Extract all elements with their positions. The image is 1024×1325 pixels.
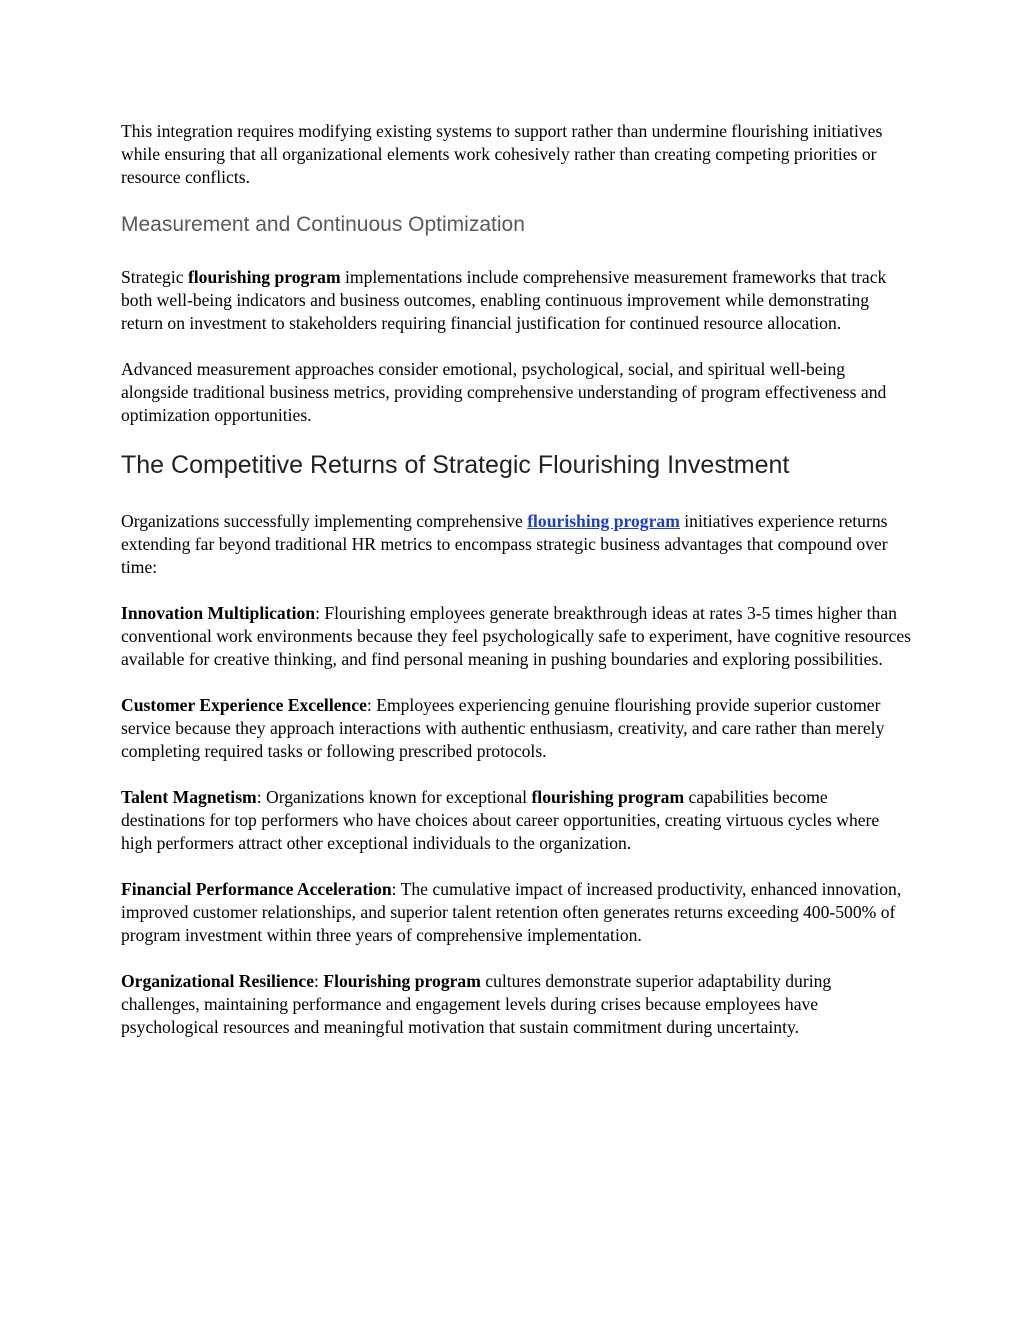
paragraph-innovation-multiplication (121, 602, 911, 671)
paragraph-financial-performance (121, 878, 911, 947)
paragraph-organizations-returns (121, 510, 911, 579)
bold-term: flourishing program (187, 267, 341, 287)
text: initiatives experience returns extending far beyond traditional HR metrics to encompass strategic business advantages that compound over time: (121, 511, 888, 577)
paragraph-customer-experience (121, 694, 911, 763)
paragraph-advanced-measurement: Advanced measurement approaches consider emotional, psychological, social, and spiritual well-being alongside traditional business metrics, providing comprehensive understanding of program effectiveness and optimization opportunities. (121, 359, 887, 425)
text: : The cumulative impact of increased productivity, enhanced innovation, improved customer relationships, and superior talent retention often generates returns exceeding 400-500% of program investment within three years of comprehensive implementation. (121, 879, 902, 945)
flourishing-program-link[interactable]: flourishing program (527, 511, 680, 531)
text: : Flourishing employees generate breakthrough ideas at rates 3-5 times higher than conventional work environments because they feel psychologically safe to experiment, have cognitive resources available for creative thinking, and find personal meaning in pushing boundaries and exploring possibilities. (121, 603, 911, 669)
bold-term: Innovation Multiplication (121, 603, 316, 623)
bold-term: Financial Performance Acceleration (121, 879, 392, 899)
document-page (121, 120, 911, 1062)
heading-measurement: Measurement and Continuous Optimization (121, 213, 525, 236)
bold-term: Organizational Resilience (121, 971, 315, 991)
bold-term: Flourishing program (323, 971, 481, 991)
text: Strategic (121, 267, 188, 287)
bold-term: Customer Experience Excellence (121, 695, 367, 715)
text: : (314, 971, 324, 991)
text: capabilities become destinations for top performers who have choices about career opportunities, creating virtuous cycles where high performers attract other exceptional individuals to the organization. (121, 787, 880, 853)
paragraph-measurement-frameworks (121, 266, 911, 335)
text: implementations include comprehensive measurement frameworks that track both well-being indicators and business outcomes, enabling continuous improvement while demonstrating return on investment to stakeholders requiring financial justification for continued resource allocation. (121, 267, 887, 333)
text: : Employees experiencing genuine flourishing provide superior customer service because they approach interactions with authentic enthusiasm, creativity, and care rather than merely completing required tasks or following prescribed protocols. (121, 695, 885, 761)
paragraph-organizational-resilience (121, 970, 911, 1039)
paragraph-integration: This integration requires modifying existing systems to support rather than undermine flourishing initiatives while ensuring that all organizational elements work cohesively rather than creating competing priorities or resource conflicts. (121, 121, 883, 187)
heading-competitive-returns: The Competitive Returns of Strategic Flourishing Investment (121, 451, 790, 479)
text: : Organizations known for exceptional (256, 787, 532, 807)
paragraph-talent-magnetism (121, 786, 911, 855)
bold-term: flourishing program (531, 787, 685, 807)
text: Organizations successfully implementing comprehensive (121, 511, 528, 531)
text: cultures demonstrate superior adaptability during challenges, maintaining performance and engagement levels during crises because employees have psychological resources and meaningful motivation that sustain commitment during uncertainty. (121, 971, 832, 1037)
bold-term: Talent Magnetism (121, 787, 257, 807)
